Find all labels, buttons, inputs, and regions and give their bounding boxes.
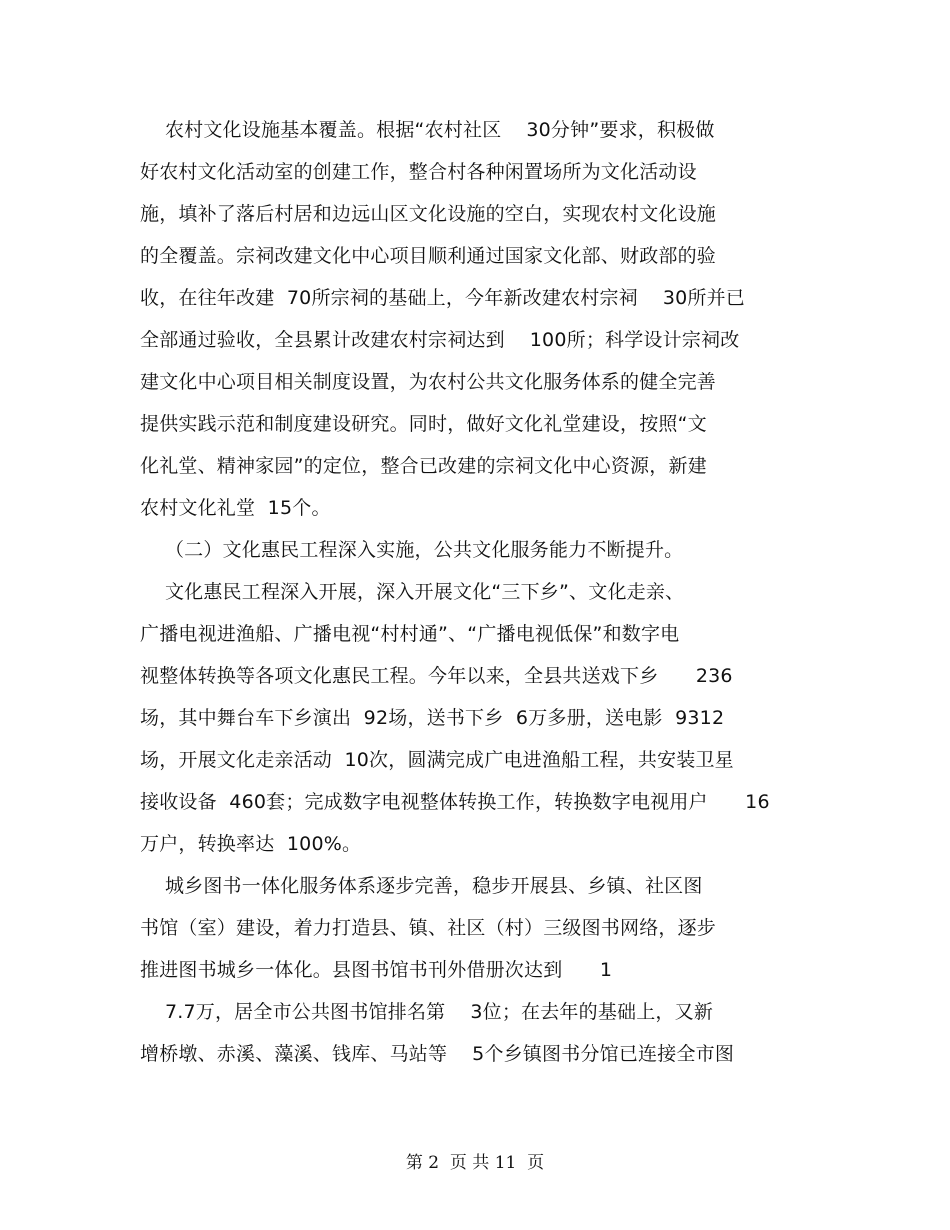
text-line: 好农村文化活动室的创建工作，整合村各种闲置场所为文化活动设 (140, 161, 697, 183)
text-line: 7.7万，居全市公共图书馆排名第 3位；在去年的基础上，又新 (140, 1001, 714, 1023)
text-line: 视整体转换等各项文化惠民工程。今年以来，全县共送戏下乡 236 (140, 665, 733, 687)
page-number-footer: 第 2 页 共 11 页 (405, 1153, 545, 1173)
text-line: 推进图书城乡一体化。县图书馆书刊外借册次达到 1 (140, 959, 613, 981)
text-line: 书馆（室）建设，着力打造县、镇、社区（村）三级图书网络，逐步 (140, 917, 717, 939)
text-line: 施，填补了落后村居和边远山区文化设施的空白，实现农村文化设施 (140, 203, 717, 225)
text-line: 农村文化礼堂 15个。 (140, 497, 331, 519)
text-line: 建文化中心项目相关制度设置，为农村公共文化服务体系的健全完善 (140, 371, 717, 393)
text-line: 收，在往年改建 70所宗祠的基础上，今年新改建农村宗祠 30所并已 (140, 287, 745, 309)
text-line: 提供实践示范和制度建设研究。同时，做好文化礼堂建设，按照“文 (140, 413, 707, 435)
text-line: 城乡图书一体化服务体系逐步完善，稳步开展县、乡镇、社区图 (140, 875, 703, 897)
section-heading: （二）文化惠民工程深入实施，公共文化服务能力不断提升。 (140, 539, 684, 561)
text-line: 万户，转换率达 100%。 (140, 833, 362, 855)
text-line: 农村文化设施基本覆盖。根据“农村社区 30分钟”要求，积极做 (140, 119, 715, 141)
text-line: 增桥墩、赤溪、藻溪、钱库、马站等 5个乡镇图书分馆已连接全市图 (140, 1043, 735, 1065)
text-line: 场，其中舞台车下乡演出 92场，送书下乡 6万多册，送电影 9312 (140, 707, 725, 729)
text-line: 全部通过验收，全县累计改建农村宗祠达到 100所；科学设计宗祠改 (140, 329, 740, 351)
text-line: 广播电视进渔船、广播电视“村村通”、“广播电视低保”和数字电 (140, 623, 680, 645)
text-line: 场，开展文化走亲活动 10次，圆满完成广电进渔船工程，共安装卫星 (140, 749, 734, 771)
text-line: 的全覆盖。宗祠改建文化中心项目顺利通过国家文化部、财政部的验 (140, 245, 717, 267)
text-line: 接收设备 460套；完成数字电视整体转换工作，转换数字电视用户 16 (140, 791, 770, 813)
text-line: 化礼堂、精神家园”的定位，整合已改建的宗祠文化中心资源，新建 (140, 455, 707, 477)
text-line: 文化惠民工程深入开展，深入开展文化“三下乡”、文化走亲、 (140, 581, 685, 603)
